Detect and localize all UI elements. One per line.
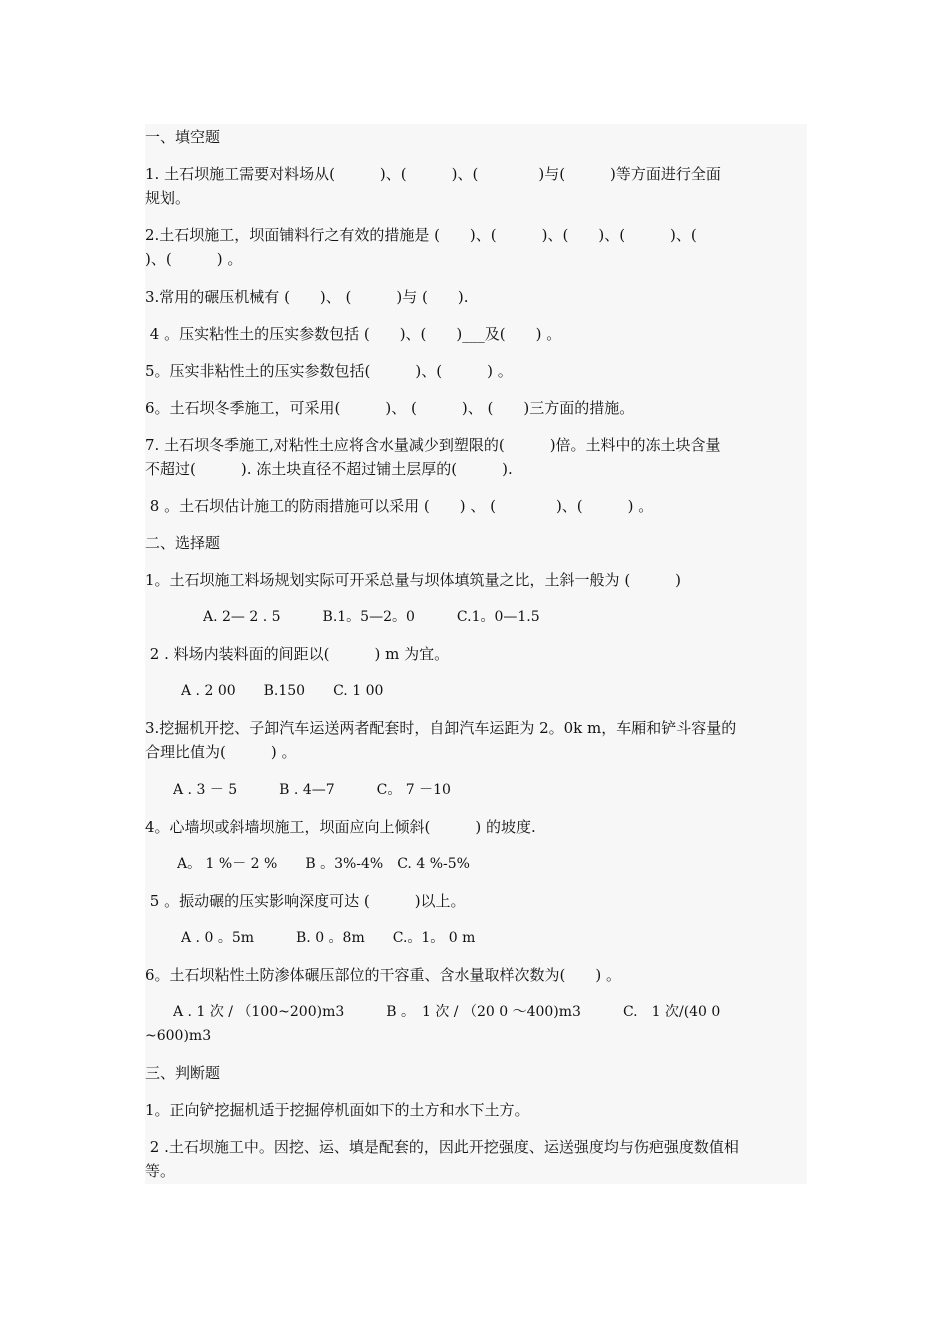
fill-blank-question-8: 8 。土石坝估计施工的防雨措施可以采用 ( ) 、 ( )、( ) 。 (145, 497, 654, 515)
fill-blank-question-2-line-1: 2.土石坝施工，坝面铺料行之有效的措施是 ( )、( )、( )、( )、( (145, 226, 697, 244)
fill-blank-question-7-line-2: 不超过( ). 冻土块直径不超过铺土层厚的( ). (145, 460, 513, 478)
judge-question-2-line-1: 2 .土石坝施工中。因挖、运、填是配套的，因此开挖强度、运送强度均与伤疤强度数值相 (145, 1138, 739, 1156)
choice-question-4: 4。心墙坝或斜墙坝施工，坝面应向上倾斜( ) 的坡度. (145, 818, 536, 836)
choice-question-3-line-2: 合理比值为( ) 。 (145, 743, 297, 761)
choice-question-2: 2 . 料场内装料面的间距以( ) m 为宜。 (145, 645, 450, 663)
choice-question-5-options: A . 0 。5m B. 0 。8m C.。1。 0 m (181, 930, 476, 946)
section-title-judge: 三、判断题 (145, 1064, 221, 1082)
choice-question-3-options: A . 3 － 5 B . 4—7 C。 7 －10 (173, 782, 451, 798)
section-title-fill-blank: 一、填空题 (145, 128, 221, 146)
choice-question-6-options-line-2: ~600)m3 (145, 1028, 212, 1044)
fill-blank-question-7-line-1: 7. 土石坝冬季施工,对粘性土应将含水量减少到塑限的( )倍。土料中的冻土块含量 (145, 436, 721, 454)
fill-blank-question-6: 6。土石坝冬季施工，可采用( )、 ( )、 ( )三方面的措施。 (145, 399, 635, 417)
choice-question-6: 6。土石坝粘性土防渗体碾压部位的干容重、含水量取样次数为( ) 。 (145, 966, 622, 984)
choice-question-4-options: A。 1 %－ 2 % B 。3%-4% C. 4 %-5% (177, 856, 470, 872)
section-title-choice: 二、选择题 (145, 534, 221, 552)
document-page (145, 124, 807, 1184)
fill-blank-question-2-line-2: )、( ) 。 (145, 250, 243, 268)
judge-question-1: 1。正向铲挖掘机适于挖掘停机面如下的土方和水下土方。 (145, 1101, 530, 1119)
choice-question-1: 1。土石坝施工料场规划实际可开采总量与坝体填筑量之比，土斜一般为 ( ) (145, 571, 682, 589)
choice-question-6-options-line-1: A . 1 次 / （100~200)m3 B 。 1 次 / （20 0 ～400)m3 C. 1 次/(40 0 (173, 1004, 721, 1020)
choice-question-1-options: A. 2— 2 . 5 B.1。5—2。0 C.1。0—1.5 (203, 609, 540, 625)
choice-question-3-line-1: 3.挖掘机开挖、子卸汽车运送两者配套时，自卸汽车运距为 2。0k m，车厢和铲斗容量的 (145, 719, 737, 737)
fill-blank-question-3: 3.常用的碾压机械有 ( )、 ( )与 ( ). (145, 288, 469, 306)
fill-blank-question-4: 4 。压实粘性土的压实参数包括 ( )、( )___及( ) 。 (145, 325, 562, 343)
choice-question-5: 5 。振动碾的压实影响深度可达 ( )以上。 (145, 892, 466, 910)
fill-blank-question-1-line-1: 1. 土石坝施工需要对料场从( )、( )、( )与( )等方面进行全面 (145, 165, 721, 183)
fill-blank-question-5: 5。压实非粘性土的压实参数包括( )、( ) 。 (145, 362, 513, 380)
judge-question-2-line-2: 等。 (145, 1162, 176, 1180)
choice-question-2-options: A . 2 00 B.150 C. 1 00 (181, 683, 384, 699)
fill-blank-question-1-line-2: 规划。 (145, 189, 191, 207)
